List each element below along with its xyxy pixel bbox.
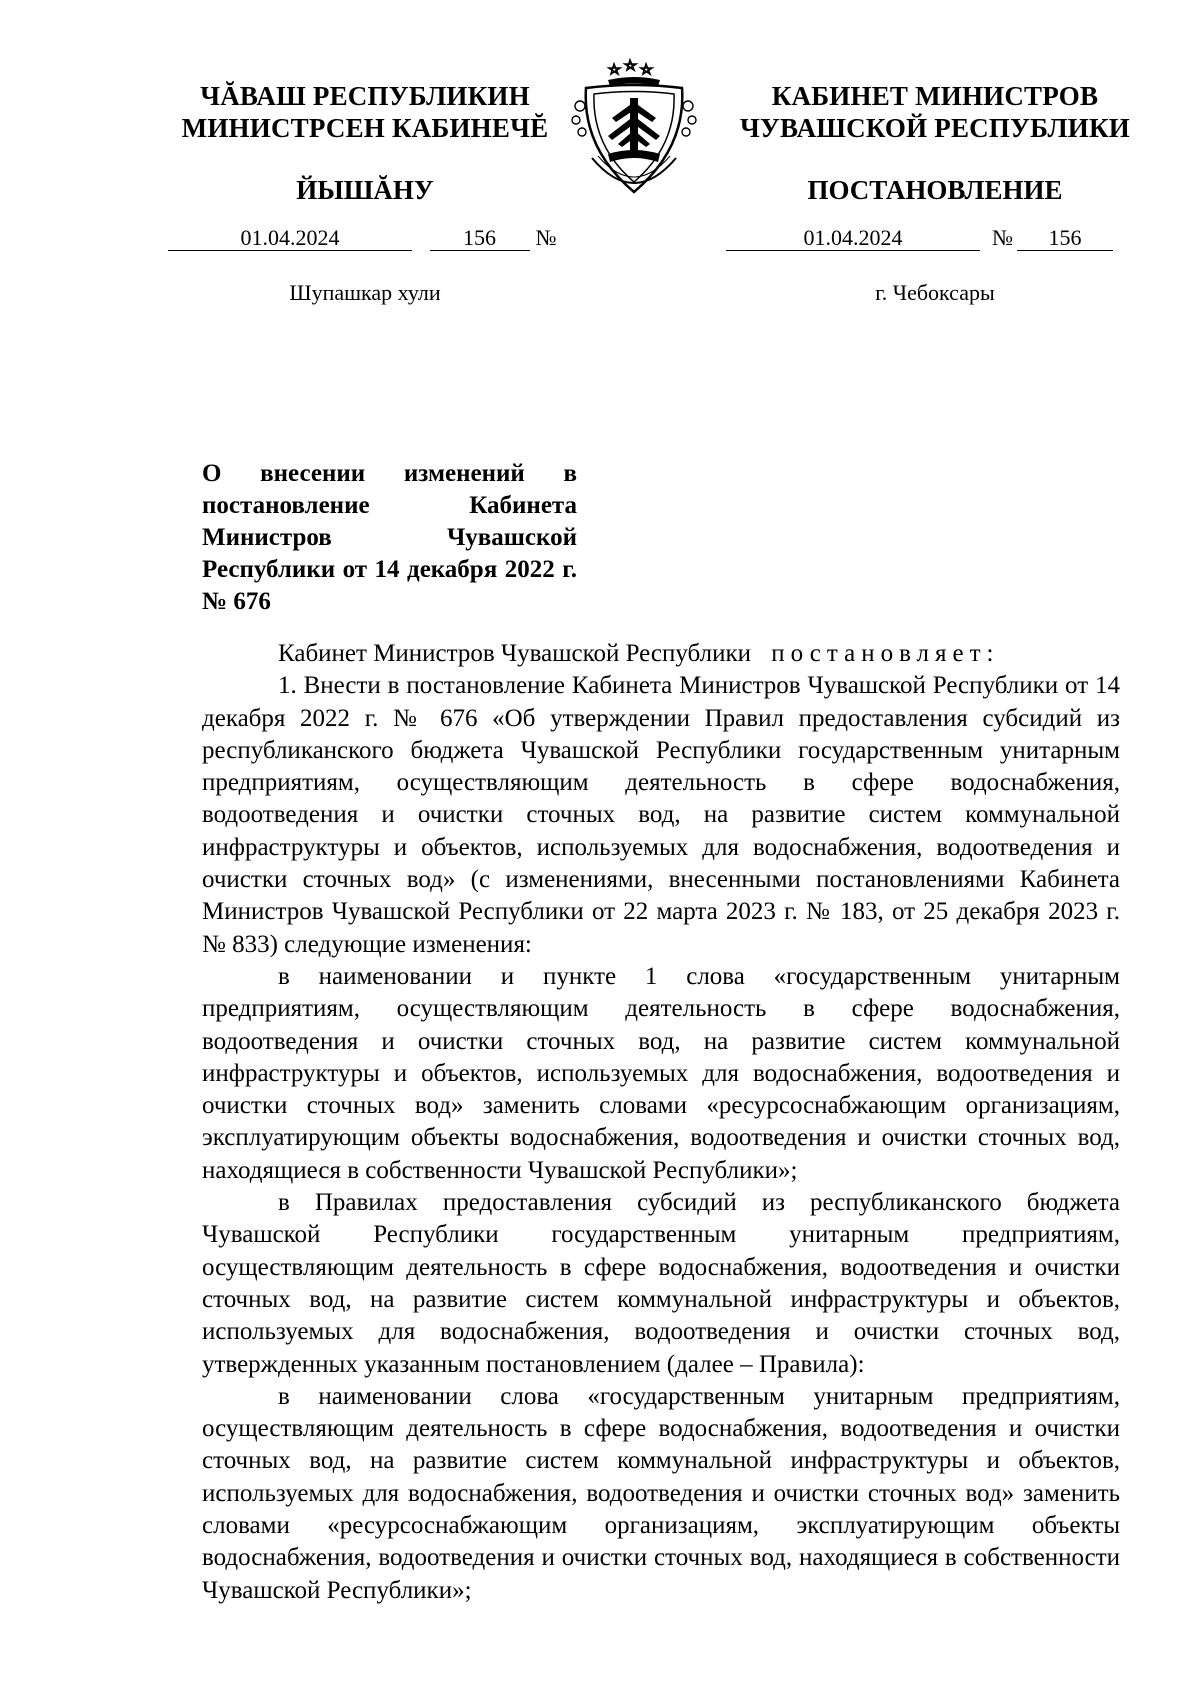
body-paragraph-2: в наименовании и пункте 1 слова «государственным унитарным предприятиям, осуществляющим деятельность в сфере водоснабжения, водоотведения и очистки сточных вод, на развитие систем коммунальной инфраструктуры и объектов, используемых для водоснабжения, водоотведения и очистки сточных вод» заменить словами «ресурсоснабжающим организациям, эксплуатирующим объекты водоснабжения, водоотведения и очистки сточных вод, находящиеся в собственности Чувашской Республики»; [202,962,1120,1184]
city-right: г. Чебоксары [875,280,995,305]
body-paragraph-3: в Правилах предоставления субсидий из республиканского бюджета Чувашской Республики государственным унитарным предприятиям, осуществляющим деятельность в сфере водоснабжения, водоотведения и очистки сточных вод, на развитие систем коммунальной инфраструктуры и объектов, используемых для водоснабжения, водоотведения и очистки сточных вод, утвержденных указанным постановлением (далее – Правила): [202,1189,1120,1378]
date-left: 01.04.2024 [168,224,412,251]
dateline-left [168,224,557,252]
dateline-right [726,224,1113,252]
number-sign-right: № [992,225,1013,250]
date-right: 01.04.2024 [726,224,980,251]
number-right: 156 [1017,224,1113,251]
document-title: О внесении изменений в постановление Кабинета Министров Чувашской Республики от 14 декабря 2022 г. № 676 [202,460,577,615]
number-sign-left: № [535,225,557,250]
header-right [720,80,1150,206]
header-left-line1: ЧĂВАШ РЕСПУБЛИКИН [200,81,530,111]
intro-lead: Кабинет Министров Чувашской Республики [278,640,752,667]
number-left: 156 [430,224,530,251]
document-body [202,638,1120,1607]
city-left: Шупашкар хули [289,280,441,305]
body-paragraph-1: 1. Внести в постановление Кабинета Министров Чувашской Республики от 14 декабря 2022 г. № 676 «Об утверждении Правил предоставления субсидий из республиканского бюджета Чувашской Республики государственным унитарным предприятиям, осуществляющим деятельность в сфере водоснабжения, водоотведения и очистки сточных вод, на развитие систем коммунальной инфраструктуры и объектов, используемых для водоснабжения, водоотведения и очистки сточных вод» (с изменениями, внесенными постановлениями Кабинета Министров Чувашской Республики от 22 марта 2023 г. № 183, от 25 декабря 2023 г. № 833) следующие изменения: [202,672,1120,958]
header-right-line2: ЧУВАШСКОЙ РЕСПУБЛИКИ [740,113,1130,143]
header-right-doc-type: ПОСТАНОВЛЕНИЕ [807,175,1063,205]
intro-verb: постановляет: [771,640,1000,667]
header-left-line2: МИНИСТРСЕН КАБИНЕЧĔ [181,113,549,143]
header-left-doc-type: ЙЫШĂНУ [296,175,434,205]
header-left [150,80,580,206]
header-right-line1: КАБИНЕТ МИНИСТРОВ [771,81,1099,111]
intro-paragraph [202,638,1120,670]
body-paragraph-4: в наименовании слова «государственным унитарным предприятиям, осуществляющим деятельность в сфере водоснабжения, водоотведения и очистки сточных вод, на развитие систем коммунальной инфраструктуры и объектов, используемых для водоснабжения, водоотведения и очистки сточных вод» заменить словами «ресурсоснабжающим организациям, эксплуатирующим объекты водоснабжения, водоотведения и очистки сточных вод, находящиеся в собственности Чувашской Республики»; [202,1382,1120,1604]
chuvash-coat-of-arms-icon [568,58,700,198]
